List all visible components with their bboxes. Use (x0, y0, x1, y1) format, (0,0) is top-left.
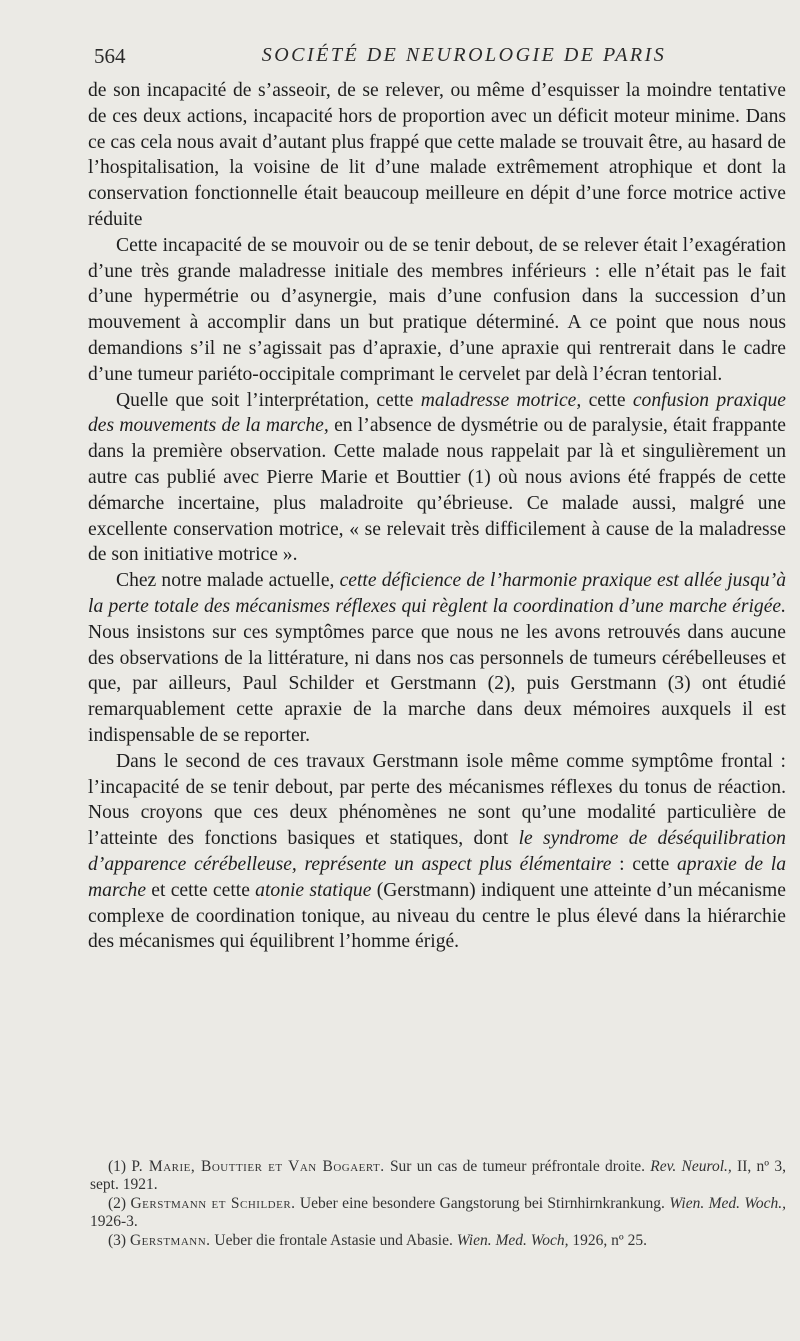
footnote-1 (90, 1158, 786, 1195)
footnote-3 (90, 1232, 786, 1250)
footnote-ref: II, nº 3, sept. 1921. (90, 1158, 786, 1194)
footnote-journal: Rev. Neurol., (650, 1158, 732, 1175)
paragraph-4-text: Chez notre malade actuelle, (116, 570, 340, 592)
emphasis-atonie-statique: atonie statique (255, 879, 372, 901)
page-header (94, 40, 784, 74)
emphasis-apraxie-marche: apraxie de la marche (88, 853, 786, 901)
paragraph-1: de son incapacité de s’asseoir, de se relever, ou même d’esquisser la moindre tentative de ces deux actions, incapacité hors de proportion avec un déficit moteur minime. Dans ce cas cela nous avait d’autant plus frappé que cette malade se trouvait être, au hasard de l’hospitalisation, la voisine de lit d’une malade extrêmement atrophique et dont la conservation fonctionnelle était beaucoup meilleure en dépit d’une force motrice active réduite (88, 80, 786, 230)
footnote-title: Ueber eine besondere Gangstorung bei Stirnhirnkrankung. (295, 1194, 670, 1212)
emphasis-deficience-harmonie: cette déficience de l’harmonie praxique est allée jusqu’à la perte totale des mécanismes réflexes qui règlent la coordination d’une marche érigée. (88, 570, 787, 617)
footnote-title: Sur un cas de tumeur préfrontale droite. (384, 1158, 651, 1175)
footnote-ref: 1926, nº 25. (568, 1231, 647, 1249)
footnotes (90, 1158, 786, 1250)
footnote-number: (1) (108, 1158, 132, 1175)
paragraph-4-text: Nous insistons sur ces symptômes parce que nous ne les avons retrouvés dans aucune des observations de la littérature, ni dans nos cas personnels de tumeurs cérébelleuses et que, par ailleurs, Paul Schilder et Gerstmann (2), puis Gerstmann (3) ont étudié remarquablement cette apraxie de la marche dans deux mémoires auxquels il est indispensable de se reporter. (88, 621, 786, 746)
running-head: SOCIÉTÉ DE NEUROLOGIE DE PARIS (261, 44, 667, 66)
body-text (88, 78, 786, 955)
footnote-journal: Wien. Med. Woch, (456, 1231, 569, 1249)
emphasis-maladresse-motrice: maladresse motrice, (420, 389, 582, 411)
paragraph-3-text: cette (581, 389, 633, 411)
paragraph-4 (88, 568, 786, 749)
emphasis-confusion-praxique: confusion praxique des mouvements de la marche, (88, 389, 786, 437)
footnote-number: (2) (108, 1194, 131, 1212)
footnote-authors: Gerstmann. (129, 1231, 211, 1249)
footnote-number: (3) (108, 1231, 130, 1249)
paragraph-5 (88, 749, 786, 955)
footnote-journal: Wien. Med. Woch., (669, 1194, 787, 1212)
paragraph-3 (88, 388, 786, 569)
paragraph-5-text: : cette (611, 853, 677, 875)
page-number: 564 (94, 44, 126, 68)
footnote-authors: Gerstmann et Schilder. (130, 1194, 296, 1212)
paragraph-3-text: Quelle que soit l’interprétation, cette (116, 389, 421, 411)
emphasis-syndrome-desequilibration: le syndrome de déséquilibration d’apparence cérébelleuse, représente un aspect plus élémentaire (88, 828, 786, 875)
paragraph-2: Cette incapacité de se mouvoir ou de se tenir debout, de se relever était l’exagération d’une très grande maladresse initiale des membres inférieurs : elle n’était pas le fait d’une hypermétrie ou d’asynergie, mais d’une confusion dans la succession d’un mouvement à accomplir dans un but pratique déterminé. A ce point que nous nous demandions s’il ne s’agissait pas d’apraxie, d’une apraxie qui rentrerait dans le cadre d’une tumeur pariéto-occipitale comprimant le cervelet par delà l’écran tentorial. (88, 234, 786, 385)
paragraph-5-text: (Gerstmann) indiquent une atteinte d’un mécanisme complexe de coordination tonique, au niveau du centre le plus élevé dans la hiérarchie des mécanismes qui équilibrent l’homme érigé. (88, 879, 786, 953)
footnote-authors: P. Marie, Bouttier et Van Bogaert. (131, 1158, 385, 1175)
footnote-2 (90, 1195, 786, 1232)
paragraph-5-text: et cette cette (146, 879, 256, 901)
footnote-ref: 1926-3. (90, 1213, 138, 1231)
paragraph-3-text: en l’absence de dysmétrie ou de paralysie, était frappante dans la première observation. Cette malade nous rappelait par là et singulièrement un autre cas publié avec Pierre Marie et Bouttier (1) où nous avions été frappés de cette démarche incertaine, plus maladroite qu’ébrieuse. Ce malade aussi, malgré une excellente conservation motrice, « se relevait très difficilement à cause de la maladresse de son initiative motrice ». (88, 415, 787, 566)
footnote-title: Ueber die frontale Astasie und Abasie. (210, 1231, 457, 1249)
paragraph-5-text: Dans le second de ces travaux Gerstmann isole même comme symptôme frontal : l’incapacité de se tenir debout, par perte des mécanismes réflexes du tonus de réaction. Nous croyons que ces deux phénomènes ne sont qu’une modalité particulière de l’atteinte des fonctions basiques et statiques, dont (88, 750, 786, 850)
